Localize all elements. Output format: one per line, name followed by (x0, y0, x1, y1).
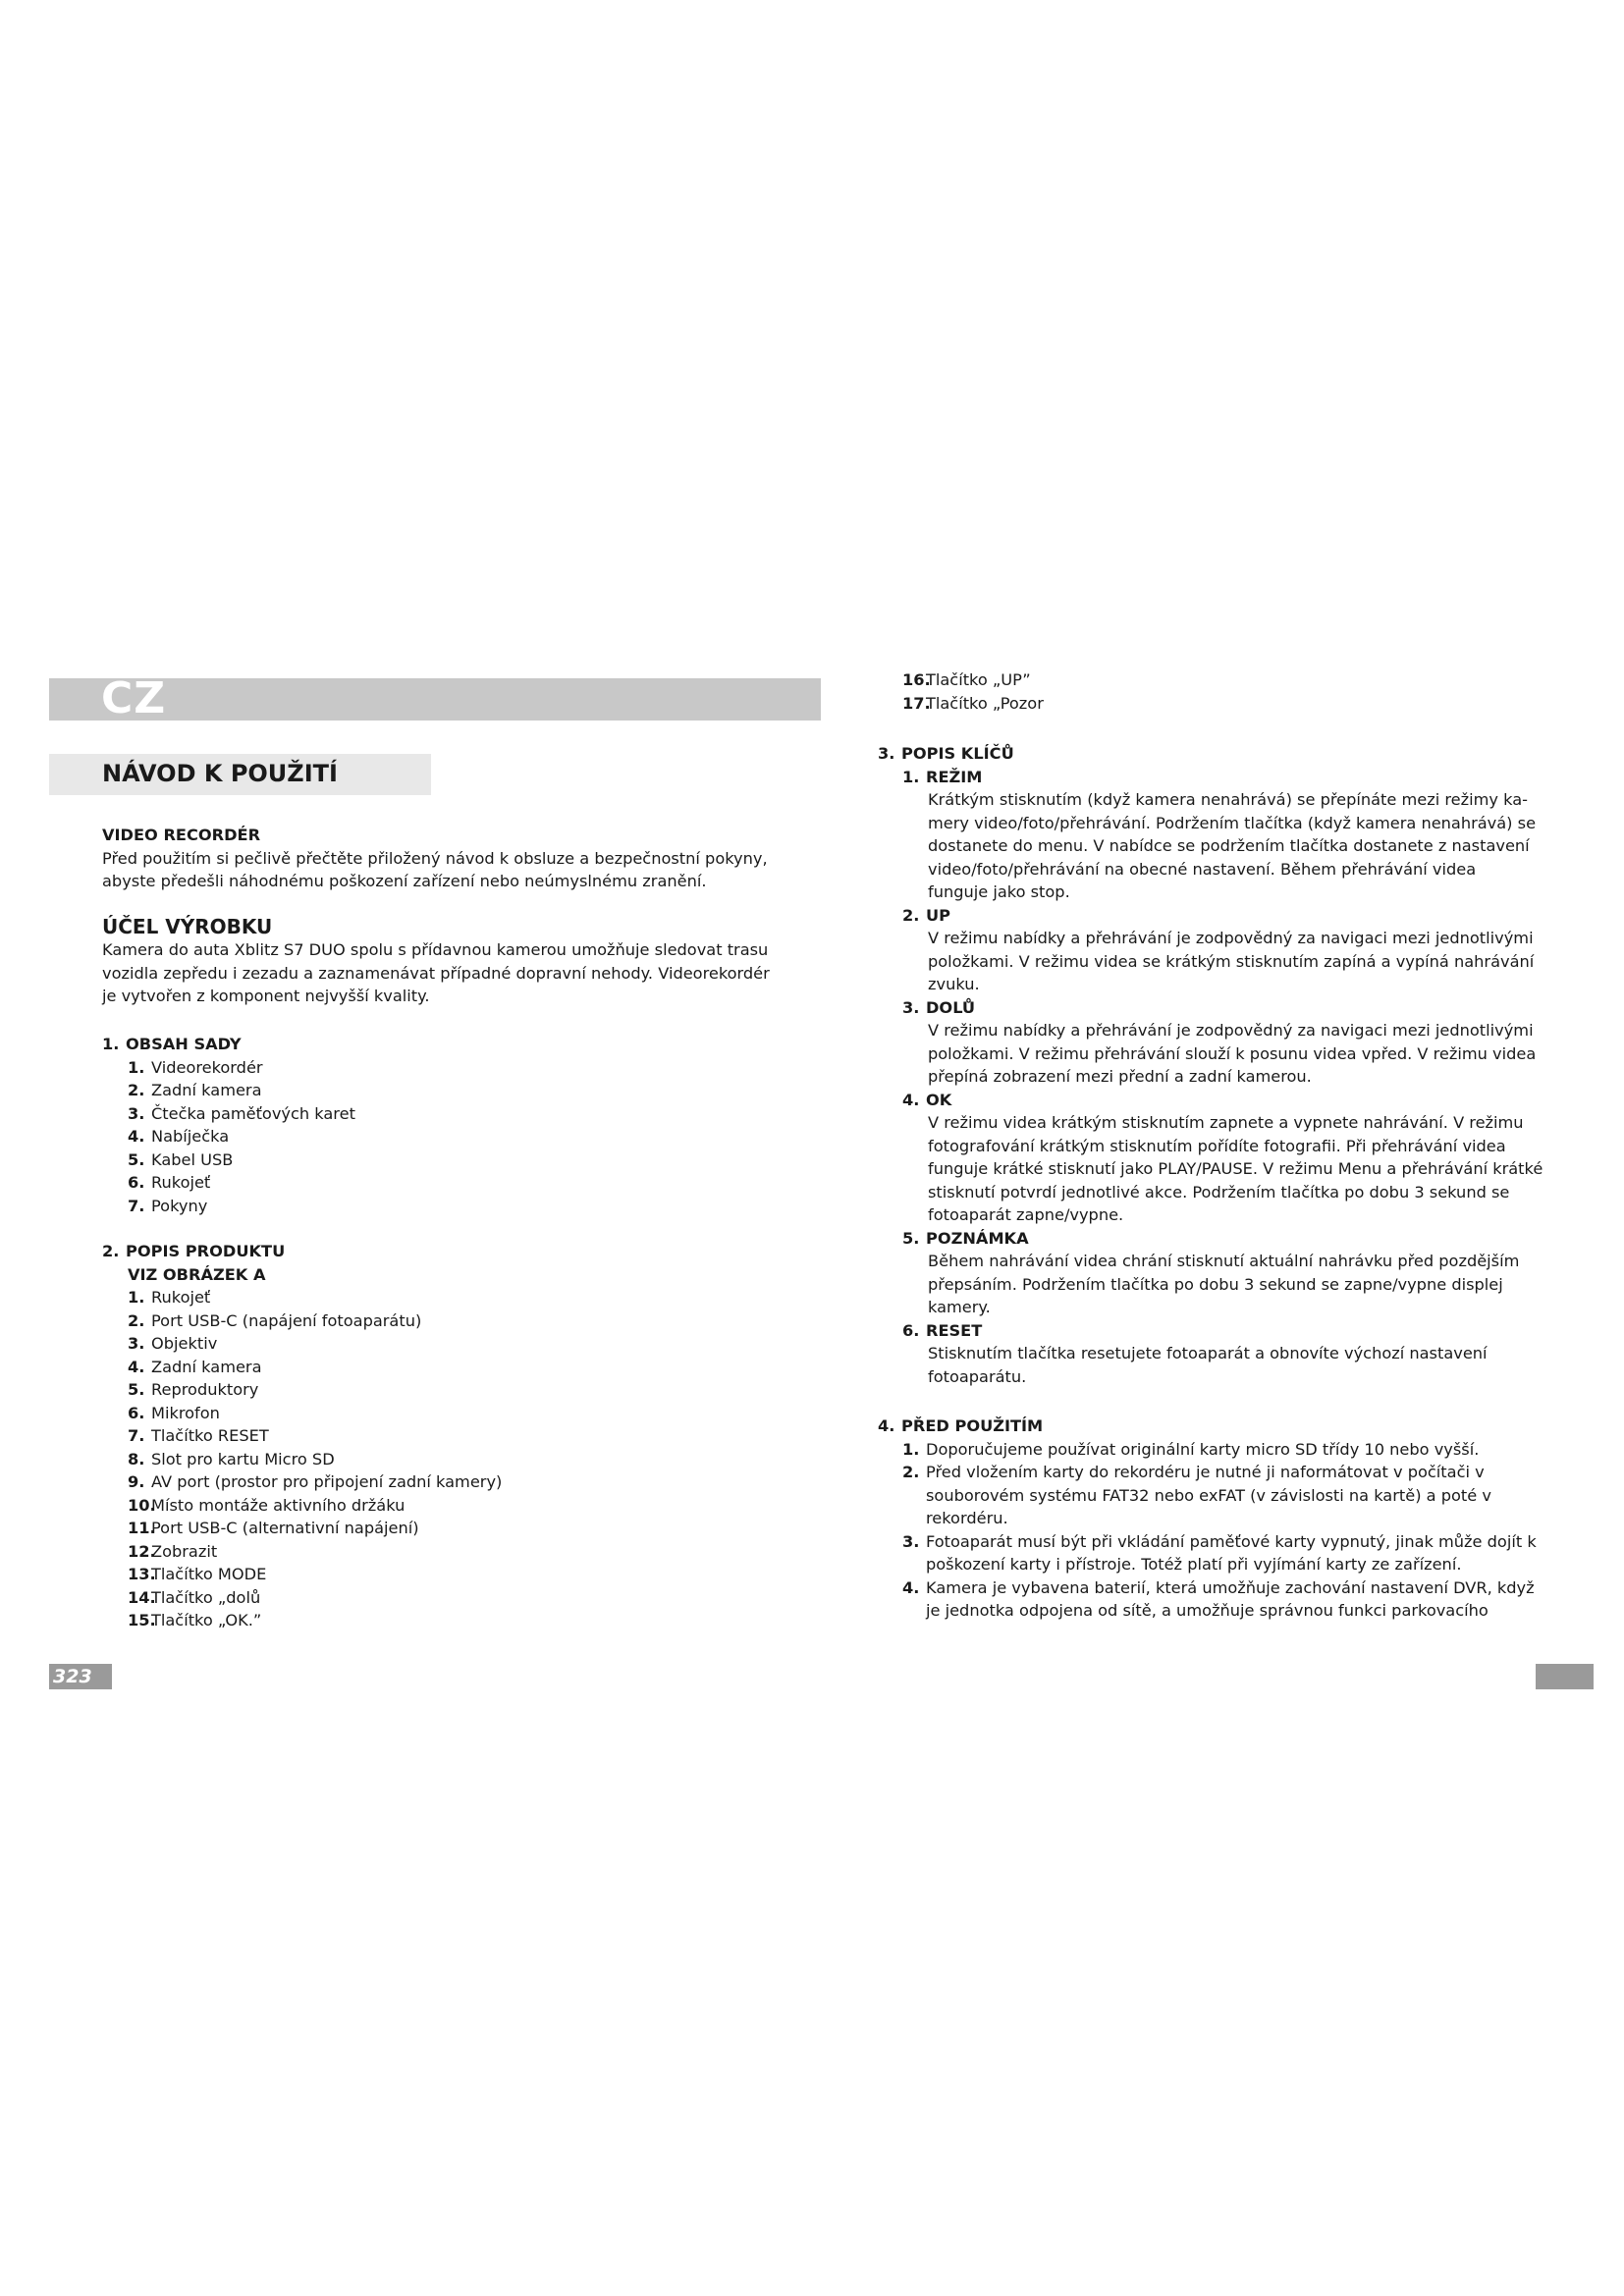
key-name: DOLŮ (926, 997, 976, 1017)
section-number: 1. (102, 1035, 120, 1053)
key-entry: 1. REŽIM Krátkým stisknutím (když kamera nenahrává) se přepínáte mezi režimy ka- mery video/foto/přehrávání. Podržením tlačítka (když kamera nenahrává) se dostanete do menu. V nabídce se podržením tlačítka dostanete z nastavení video/foto/přehrávání na obecné nastavení. Během přehrávání videa funguje jako stop. (902, 767, 1537, 901)
video-recorder-line: abyste předešli náhodnému poškození zařízení nebo neúmyslnému zranění. (102, 872, 707, 890)
key-entry: 3. DOLŮ V režimu nabídky a přehrávání je zodpovědný za navigaci mezi jednotlivými položkami. V režimu přehrávání slouží k posunu videa vpřed. V režimu videa přepíná zobrazení mezi přední a zadní kamerou. (902, 997, 1537, 1086)
video-recorder-section (102, 824, 809, 893)
list-item: 10. Místo montáže aktivního držáku (128, 1495, 406, 1515)
purpose-heading: ÚČEL VÝROBKU (102, 915, 273, 938)
list-item: 3. Objektiv (128, 1334, 218, 1353)
language-code: CZ (101, 673, 167, 723)
list-item: 4. Zadní kamera (128, 1357, 262, 1376)
list-item: 8. Slot pro kartu Micro SD (128, 1449, 335, 1468)
list-item: 12. Zobrazit (128, 1541, 218, 1561)
list-item: 4. Nabíječka (128, 1127, 230, 1146)
key-entry: 4. OK V režimu videa krátkým stisknutím zapnete a vypnete nahrávání. V režimu fotografování krátkým stisknutím pořídíte fotografii. Při přehrávání videa funguje krátké stisknutí jako PLAY/PAUSE. V režimu Menu a přehrávání krátké stisknutí potvrdí jednotlivé akce. Podržením tlačítka po dobu 3 sekund se fotoaparát zapne/vypne. (902, 1090, 1543, 1224)
list-item: 2. Před vložením karty do rekordéru je nutné ji naformátovat v počítači v souborovém systému FAT32 nebo exFAT (v závislosti na kartě) a poté v rekordéru. (902, 1463, 1491, 1527)
section-title-text: POPIS PRODUKTU (126, 1242, 286, 1260)
keys-list (902, 766, 1555, 1389)
section-before-use (878, 1415, 1555, 1623)
section-key-description (878, 742, 1555, 1388)
video-recorder-line: Před použitím si pečlivě přečtěte přiložený návod k obsluze a bezpečnostní pokyny, (102, 848, 768, 868)
key-entry: 5. POZNÁMKA Během nahrávání videa chrání stisknutí aktuální nahrávku před pozdějším přepsáním. Podržením tlačítka po dobu 3 sekund se zapne/vypne displej kamery. (902, 1228, 1520, 1316)
parts-list (128, 1286, 809, 1632)
section-number: 2. (102, 1242, 120, 1260)
list-item: 5. Kabel USB (128, 1149, 234, 1169)
section-title (878, 742, 1555, 766)
list-item: 4. Kamera je vybavena baterií, která umožňuje zachování nastavení DVR, když je jednotka odpojena od sítě, a umožňuje správnou funkci parkovacího (902, 1577, 1535, 1620)
list-item: 1. Rukojeť (128, 1288, 211, 1307)
purpose-section (102, 915, 809, 1008)
parts-list (902, 668, 1550, 715)
list-item: 11. Port USB-C (alternativní napájení) (128, 1519, 419, 1537)
list-item: 3. Fotoaparát musí být při vkládání paměťové karty vypnutý, jinak může dojít k poškození karty i přístroje. Totéž platí při vyjímání karty ze zařízení. (902, 1531, 1537, 1574)
section-title-text: POPIS KLÍČŮ (901, 744, 1014, 763)
list-item: 1. Doporučujeme používat originální karty micro SD třídy 10 nebo vyšší. (902, 1439, 1480, 1459)
key-name: POZNÁMKA (926, 1228, 1029, 1248)
list-item: 15. Tlačítko „OK.” (128, 1611, 262, 1629)
section-number: 3. (878, 744, 895, 763)
list-item: 9. AV port (prostor pro připojení zadní kamery) (128, 1472, 503, 1491)
footer-band-right (1536, 1664, 1594, 1689)
key-name: OK (926, 1090, 952, 1109)
list-item: 2. Port USB-C (napájení fotoaparátu) (128, 1310, 422, 1330)
parts-list-continued (902, 668, 1550, 715)
section-title (102, 1240, 809, 1263)
list-item: 17. Tlačítko „Pozor (902, 693, 1044, 713)
purpose-line: vozidla zepředu i zezadu a zaznamenávat případné dopravní nehody. Videorekordér (102, 963, 770, 983)
before-use-list (902, 1438, 1555, 1623)
list-item: 7. Pokyny (128, 1196, 208, 1215)
figure-reference: VIZ OBRÁZEK A (128, 1264, 266, 1284)
key-name: RESET (926, 1320, 983, 1340)
list-item: 2. Zadní kamera (128, 1081, 262, 1099)
list-item: 16. Tlačítko „UP” (902, 670, 1031, 689)
list-item: 5. Reproduktory (128, 1380, 259, 1399)
key-entry: 6. RESET Stisknutím tlačítka resetujete fotoaparát a obnovíte výchozí nastavení fotoaparátu. (902, 1320, 1488, 1386)
contents-list (128, 1056, 809, 1218)
list-item: 7. Tlačítko RESET (128, 1426, 269, 1445)
section-product-description (102, 1240, 809, 1632)
video-recorder-heading: VIDEO RECORDÉR (102, 826, 261, 844)
page-title: NÁVOD K POUŽITÍ (102, 760, 338, 787)
section-title-text: OBSAH SADY (126, 1035, 242, 1053)
list-item: 13. Tlačítko MODE (128, 1565, 267, 1583)
section-number: 4. (878, 1416, 895, 1435)
page-number: 323 (53, 1666, 92, 1687)
list-item: 6. Mikrofon (128, 1403, 220, 1422)
key-name: REŽIM (926, 767, 983, 786)
list-item: 1. Videorekordér (128, 1057, 263, 1077)
purpose-line: je vytvořen z komponent nejvyšší kvality. (102, 987, 430, 1005)
section-title (102, 1033, 809, 1056)
list-item: 14. Tlačítko „dolů (128, 1587, 261, 1607)
key-name: UP (926, 905, 951, 925)
key-entry: 2. UP V režimu nabídky a přehrávání je zodpovědný za navigaci mezi jednotlivými položkami. V režimu videa se krátkým stisknutím zapíná a vypíná nahrávání zvuku. (902, 905, 1535, 993)
list-item: 3. Čtečka paměťových karet (128, 1103, 355, 1123)
section-package-contents (102, 1033, 809, 1217)
section-title-text: PŘED POUŽITÍM (901, 1416, 1044, 1435)
section-title (878, 1415, 1555, 1438)
purpose-line: Kamera do auta Xblitz S7 DUO spolu s přídavnou kamerou umožňuje sledovat trasu (102, 940, 769, 959)
list-item: 6. Rukojeť (128, 1173, 211, 1192)
